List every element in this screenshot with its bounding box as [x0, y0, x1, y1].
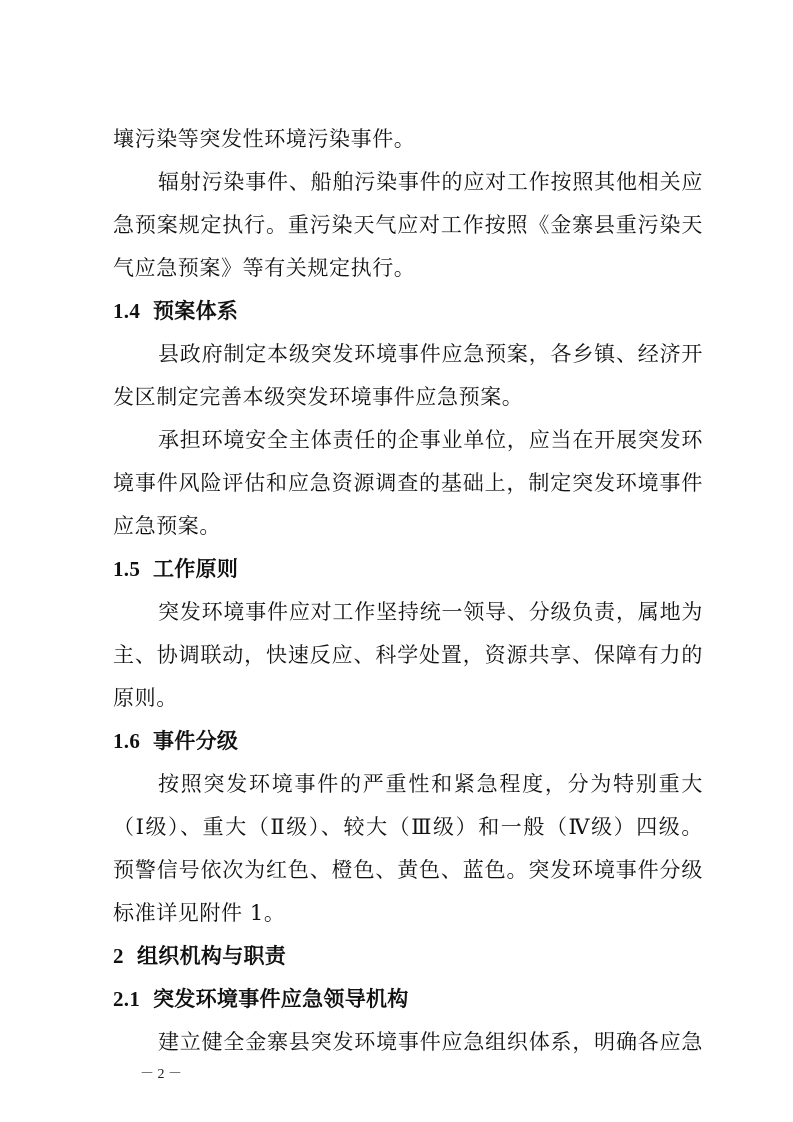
section-number: 2 [113, 944, 124, 968]
paragraph-line: 壤污染等突发性环境污染事件。 [113, 127, 416, 151]
section-heading-1-5 [113, 555, 703, 583]
paragraph-line: 辐射污染事件、船舶污染事件的应对工作按照其他相关应 [158, 170, 703, 194]
page-number: － 2 － [140, 1067, 182, 1082]
paragraph-line: 按照突发环境事件的严重性和紧急程度，分为特别重大 [158, 772, 703, 796]
paragraph-line: 发区制定完善本级突发环境事件应急预案。 [113, 385, 524, 409]
section-number: 1.6 [113, 729, 141, 753]
paragraph-line: 气应急预案》等有关规定执行。 [113, 256, 416, 280]
section-heading-1-6 [113, 727, 703, 755]
section-number: 1.5 [113, 557, 141, 581]
paragraph-line: 主、协调联动，快速反应、科学处置，资源共享、保障有力的 [113, 643, 703, 667]
paragraph-line: 承担环境安全主体责任的企事业单位，应当在开展突发环 [158, 428, 703, 452]
paragraph-line: 突发环境事件应对工作坚持统一领导、分级负责，属地为 [158, 600, 703, 624]
paragraph-line: 境事件风险评估和应急资源调查的基础上，制定突发环境事件 [113, 471, 703, 495]
section-heading-1-4 [113, 297, 703, 325]
section-title: 事件分级 [153, 729, 239, 753]
paragraph-line: （Ⅰ级）、重大（Ⅱ级）、较大（Ⅲ级）和一般（Ⅳ级）四级。 [113, 815, 703, 839]
section-number: 1.4 [113, 299, 141, 323]
section-title: 预案体系 [153, 299, 239, 323]
section-title: 突发环境事件应急领导机构 [153, 987, 409, 1011]
paragraph-line: 应急预案。 [113, 514, 221, 538]
section-title: 工作原则 [153, 557, 239, 581]
paragraph-line: 建立健全金寨县突发环境事件应急组织体系，明确各应急 [158, 1030, 703, 1054]
paragraph-line: 预警信号依次为红色、橙色、黄色、蓝色。突发环境事件分级 [113, 858, 703, 882]
paragraph-line: 急预案规定执行。重污染天气应对工作按照《金寨县重污染天 [113, 213, 703, 237]
paragraph-line: 标准详见附件 1。 [113, 901, 286, 925]
paragraph-line: 县政府制定本级突发环境事件应急预案，各乡镇、经济开 [158, 342, 703, 366]
section-heading-2 [113, 942, 703, 970]
section-heading-2-1 [113, 985, 703, 1013]
paragraph-line: 原则。 [113, 686, 178, 710]
section-number: 2.1 [113, 987, 141, 1011]
section-title: 组织机构与职责 [137, 944, 287, 968]
